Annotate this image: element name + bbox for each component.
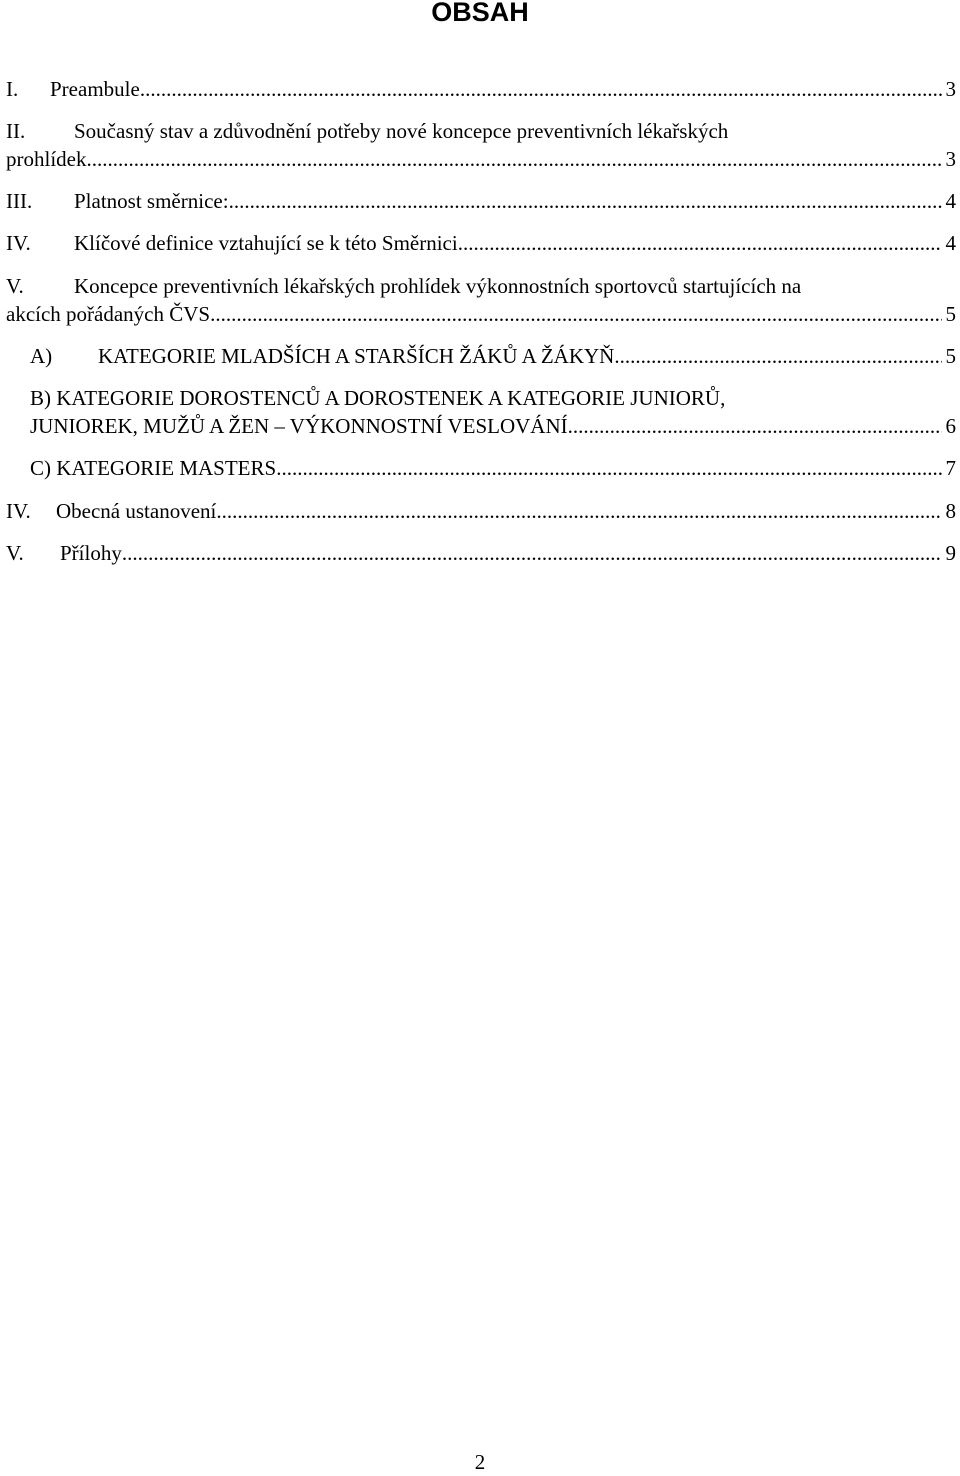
- toc-dot-leader: [216, 497, 941, 525]
- toc-entry-koncepce-line2[interactable]: [6, 300, 956, 328]
- toc-entry-page: 3: [945, 77, 956, 101]
- toc-entry-koncepce-line1[interactable]: [6, 272, 956, 300]
- toc-entry-text: B) KATEGORIE DOROSTENCŮ A DOROSTENEK A KATEGORIE JUNIORŮ,: [30, 386, 726, 410]
- toc-dot-leader: [210, 300, 941, 328]
- toc-entry-text: KATEGORIE MLADŠÍCH A STARŠÍCH ŽÁKŮ A ŽÁKYŇ: [98, 344, 615, 368]
- toc-entry-number: I.: [6, 77, 19, 101]
- toc-dot-leader: [140, 75, 942, 103]
- page-title: OBSAH: [431, 0, 529, 27]
- toc-entry-page: 5: [945, 344, 956, 368]
- toc-dot-leader: [568, 412, 942, 440]
- toc-entry-kategorie-zaku[interactable]: [30, 342, 956, 370]
- toc-entry-obecna-ustanoveni[interactable]: [6, 497, 956, 525]
- toc-entry-text: Koncepce preventivních lékařských prohlídek výkonnostních sportovců startujících na: [74, 274, 802, 298]
- toc-entry-text: akcích pořádaných ČVS: [6, 302, 211, 326]
- toc-entry-text: JUNIOREK, MUŽŮ A ŽEN – VÝKONNOSTNÍ VESLOVÁNÍ: [30, 414, 568, 438]
- toc-entry-page: 6: [945, 414, 956, 438]
- toc-entry-kategorie-dorostencu-line1[interactable]: [30, 384, 956, 412]
- toc-dot-leader: [229, 187, 942, 215]
- toc-entry-klicove-definice[interactable]: [6, 229, 956, 257]
- toc-entry-text: Klíčové definice vztahující se k této Směrnici: [74, 231, 458, 255]
- toc-entry-text: Současný stav a zdůvodnění potřeby nové koncepce preventivních lékařských: [74, 119, 729, 143]
- toc-entry-soucasny-stav-line2[interactable]: [6, 145, 956, 173]
- toc-entry-text: Platnost směrnice:: [74, 189, 229, 213]
- toc-dot-leader: [86, 145, 941, 173]
- toc-dot-leader: [276, 454, 941, 482]
- toc-entry-number: V.: [6, 541, 24, 565]
- toc-entry-page: 8: [945, 499, 956, 523]
- toc-entry-number: IV.: [6, 499, 31, 523]
- toc-entry-text: Přílohy: [60, 541, 122, 565]
- toc-entry-page: 4: [945, 231, 956, 255]
- toc-entry-number: III.: [6, 189, 33, 213]
- toc-entry-text: Preambule: [50, 77, 140, 101]
- toc-entry-preambule[interactable]: [6, 75, 956, 103]
- toc-dot-leader: [122, 539, 942, 567]
- toc-entry-text: Obecná ustanovení: [56, 499, 217, 523]
- toc-entry-prilohy[interactable]: [6, 539, 956, 567]
- toc-entry-page: 9: [945, 541, 956, 565]
- toc-entry-kategorie-masters[interactable]: [30, 454, 956, 482]
- toc-entry-number: V.: [6, 274, 24, 298]
- toc-entry-page: 5: [945, 302, 956, 326]
- toc-dot-leader: [614, 342, 941, 370]
- toc-entry-number: IV.: [6, 231, 31, 255]
- page-number: 2: [474, 1450, 486, 1474]
- toc-entry-page: 7: [945, 456, 956, 480]
- toc-entry-number: A): [30, 344, 53, 368]
- toc-entry-page: 4: [945, 189, 956, 213]
- toc-entry-number: II.: [6, 119, 26, 143]
- toc-entry-kategorie-dorostencu-line2[interactable]: [30, 412, 956, 440]
- toc-entry-page: 3: [945, 147, 956, 171]
- toc-dot-leader: [458, 229, 942, 257]
- toc-entry-platnost[interactable]: [6, 187, 956, 215]
- toc-entry-text: prohlídek: [6, 147, 87, 171]
- toc-entry-soucasny-stav-line1[interactable]: [6, 117, 956, 145]
- toc-entry-text: C) KATEGORIE MASTERS: [30, 456, 277, 480]
